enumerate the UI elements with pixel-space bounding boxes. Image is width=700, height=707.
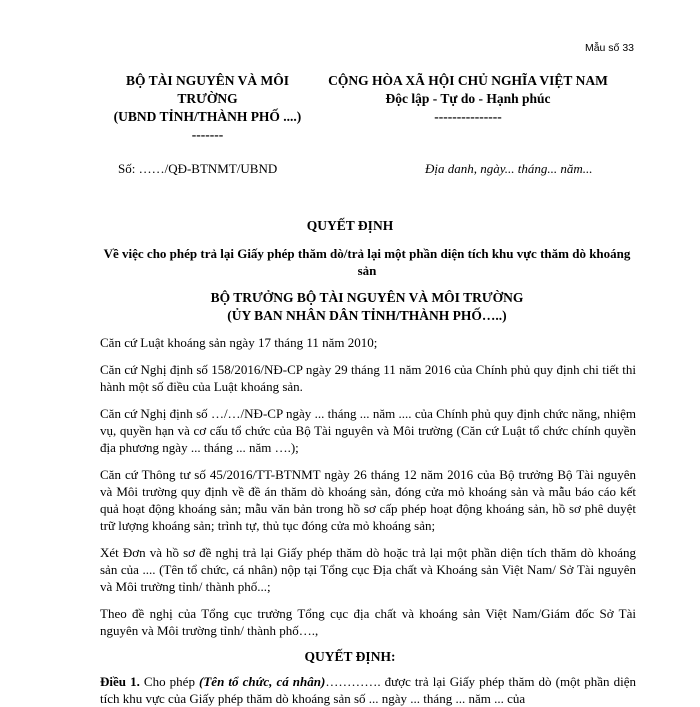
form-number: Mẫu số 33 bbox=[584, 42, 634, 54]
consideration-paragraph: Xét Đơn và hồ sơ đề nghị trả lại Giấy phép thăm dò hoặc trả lại một phần diện tích thăm dò khoáng sản của .... (Tên tổ chức, cá nhân) nộp tại Tổng cục Địa chất và Khoáng sản Việt Nam/ Sở Tài nguyên và Môi trường tỉnh/ thành phố...; bbox=[100, 545, 636, 594]
legal-basis-paragraph: Căn cứ Nghị định số …/…/NĐ-CP ngày ... tháng ... năm .... của Chính phủ quy định chức năng, nhiệm vụ, quyền hạn và cơ cấu tổ chức của Bộ Tài nguyên và Môi trường (Căn cứ Luật tổ chức chính quyền địa phương ngày ... tháng ... năm ….); bbox=[100, 406, 636, 455]
header-divider: --------------- bbox=[434, 109, 502, 124]
article-1-text-b: …………. được trả lại Giấy phép thăm dò (một phần diện tích khu vực của Giấy phép thăm dò khoáng sản số ... ngày ... tháng ... năm ... của bbox=[100, 674, 636, 706]
agency-alt-name: (UBND TỈNH/THÀNH PHỐ ....) bbox=[113, 109, 302, 124]
document-subtitle: Về việc cho phép trả lại Giấy phép thăm dò/trả lại một phần diện tích khu vực thăm dò khoáng sản bbox=[103, 246, 631, 278]
legal-basis-paragraph: Căn cứ Thông tư số 45/2016/TT-BTNMT ngày 26 tháng 12 năm 2016 của Bộ trưởng Bộ Tài nguyên và Môi trường quy định về đề án thăm dò khoáng sản, đóng cửa mỏ khoáng sản và mẫu báo cáo kết quả hoạt động khoáng sản; mẫu văn bản trong hồ sơ cấp phép hoạt động khoáng sản, hồ sơ phê duyệt trữ lượng khoáng sản; trình tự, thủ tục đóng cửa mỏ khoáng sản; bbox=[100, 467, 636, 533]
article-1-label: Điều 1. bbox=[100, 674, 140, 689]
authority-heading bbox=[100, 289, 634, 325]
agency-name: BỘ TÀI NGUYÊN VÀ MÔI TRƯỜNG bbox=[125, 73, 290, 106]
article-1 bbox=[100, 673, 636, 707]
proposal-paragraph: Theo đề nghị của Tổng cục trưởng Tổng cục địa chất và khoáng sản Việt Nam/Giám đốc Sở Tài nguyên và Môi trường tỉnh/ thành phố…., bbox=[100, 606, 636, 638]
issuing-agency-header bbox=[100, 72, 315, 144]
national-header bbox=[318, 72, 618, 126]
legal-basis-paragraph: Căn cứ Luật khoáng sản ngày 17 tháng 11 năm 2010; bbox=[100, 335, 378, 350]
legal-basis-paragraph: Căn cứ Nghị định số 158/2016/NĐ-CP ngày 29 tháng 11 năm 2016 của Chính phủ quy định chi tiết thi hành một số điều của Luật khoáng sản. bbox=[100, 362, 636, 394]
decision-heading: QUYẾT ĐỊNH: bbox=[304, 649, 396, 664]
article-1-text-a: Cho phép bbox=[139, 674, 200, 689]
header-divider: ------- bbox=[191, 127, 224, 142]
document-title: QUYẾT ĐỊNH bbox=[306, 218, 394, 233]
authority-line-1: BỘ TRƯỞNG BỘ TÀI NGUYÊN VÀ MÔI TRƯỜNG bbox=[210, 290, 524, 305]
document-number: Số: ……/QĐ-BTNMT/UBND bbox=[118, 161, 278, 176]
place-and-date: Địa danh, ngày... tháng... năm... bbox=[425, 161, 593, 176]
article-1-party: (Tên tổ chức, cá nhân) bbox=[199, 674, 326, 689]
country-name: CỘNG HÒA XÃ HỘI CHỦ NGHĨA VIỆT NAM bbox=[328, 73, 608, 88]
national-motto: Độc lập - Tự do - Hạnh phúc bbox=[385, 91, 551, 106]
authority-line-2: (ỦY BAN NHÂN DÂN TỈNH/THÀNH PHỐ…..) bbox=[227, 308, 507, 323]
